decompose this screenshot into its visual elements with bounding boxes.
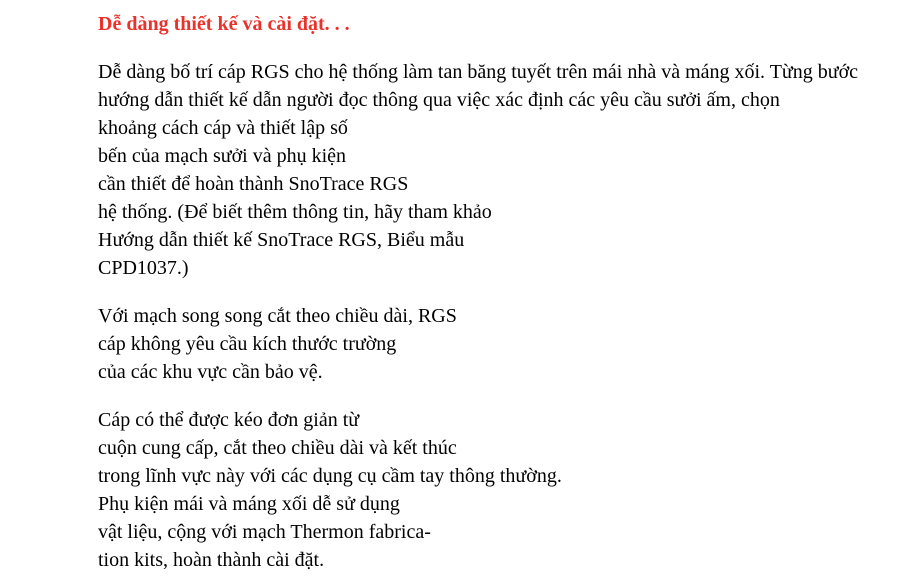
text-line: Phụ kiện mái và máng xối dễ sử dụng bbox=[98, 493, 400, 515]
paragraph-2 bbox=[98, 302, 883, 386]
text-line: khoảng cách cáp và thiết lập số bbox=[98, 117, 348, 139]
text-line: cần thiết để hoàn thành SnoTrace RGS bbox=[98, 173, 409, 195]
text-line: trong lĩnh vực này với các dụng cụ cầm tay thông thường. bbox=[98, 465, 562, 487]
text-line: cuộn cung cấp, cắt theo chiều dài và kết thúc bbox=[98, 437, 457, 459]
text-line: Cáp có thể được kéo đơn giản từ bbox=[98, 409, 360, 431]
text-line: Với mạch song song cắt theo chiều dài, RGS bbox=[98, 305, 457, 327]
text-line: Hướng dẫn thiết kế SnoTrace RGS, Biểu mẫu bbox=[98, 229, 465, 251]
paragraph-3 bbox=[98, 406, 883, 574]
text-line: bến của mạch sưởi và phụ kiện bbox=[98, 145, 347, 167]
text-line: tion kits, hoàn thành cài đặt. bbox=[98, 549, 325, 571]
text-line: của các khu vực cần bảo vệ. bbox=[98, 361, 323, 383]
text-line: cáp không yêu cầu kích thước trường bbox=[98, 333, 397, 355]
text-line: Dễ dàng bố trí cáp RGS cho hệ thống làm tan băng tuyết trên mái nhà và máng xối. Từng bước bbox=[98, 61, 859, 83]
paragraph-1 bbox=[98, 58, 883, 282]
text-line: hệ thống. (Để biết thêm thông tin, hãy tham khảo bbox=[98, 201, 492, 223]
section-heading: Dễ dàng thiết kế và cài đặt. . . bbox=[98, 13, 350, 35]
text-line: vật liệu, cộng với mạch Thermon fabrica- bbox=[98, 521, 431, 543]
text-line: hướng dẫn thiết kế dẫn người đọc thông qua việc xác định các yêu cầu sưởi ấm, chọn bbox=[98, 89, 780, 111]
text-line: CPD1037.) bbox=[98, 257, 189, 279]
